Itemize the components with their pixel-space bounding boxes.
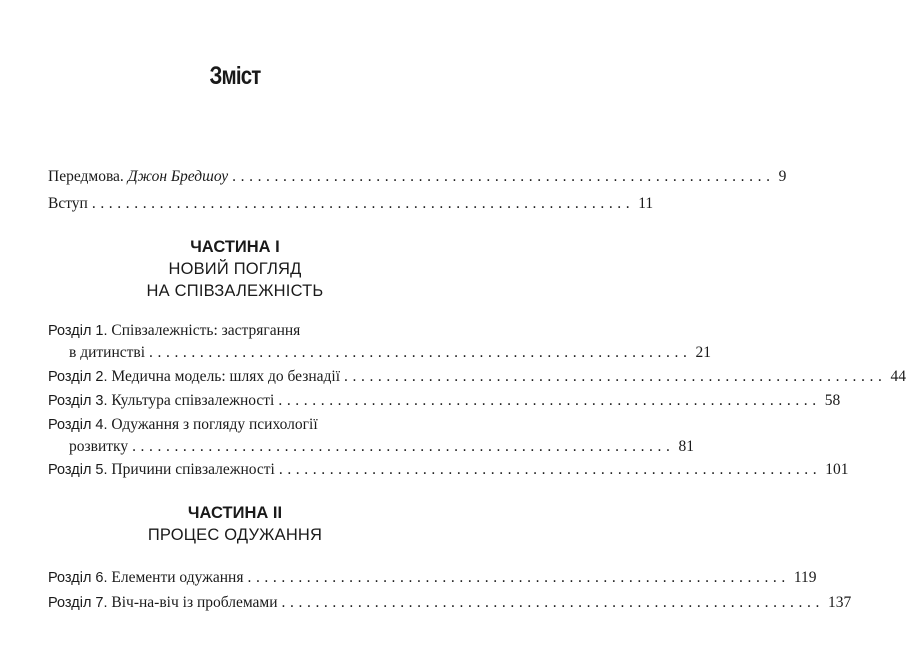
- chapter-prefix: Розділ 2.: [48, 369, 108, 385]
- toc-entry-foreword[interactable]: [48, 166, 787, 187]
- page-number: 21: [695, 344, 711, 361]
- chapter-title-line: Співзалежність: застрягання: [111, 322, 301, 339]
- dot-leader: ................................................................: [149, 344, 692, 361]
- chapter-title-line: Медична модель: шлях до безнадії: [111, 368, 341, 385]
- chapter-prefix: Розділ 3.: [48, 393, 108, 409]
- dot-leader: ................................................................: [278, 392, 821, 409]
- chapter-title-line: в дитинстві: [69, 344, 146, 361]
- part-name-line: ПРОЦЕС ОДУЖАННЯ: [147, 526, 323, 544]
- page-title: Зміст: [209, 62, 261, 90]
- entry-label: Вступ: [48, 195, 88, 212]
- dot-leader: ................................................................: [278, 461, 822, 478]
- dot-leader: ................................................................: [132, 438, 675, 455]
- chapter-title-line: Одужання з погляду психології: [111, 416, 318, 433]
- dot-leader: ................................................................: [232, 168, 775, 185]
- page-number: 101: [825, 461, 849, 478]
- chapter-prefix: Розділ 5.: [48, 462, 108, 478]
- part-heading-2: [0, 502, 470, 546]
- page-number: 11: [638, 195, 654, 212]
- toc-entry-chapter-6[interactable]: [48, 567, 817, 589]
- chapter-title-line: Культура співзалежності: [111, 392, 275, 409]
- entry-author: Джон Бредшоу: [127, 168, 229, 185]
- chapter-title-line: розвитку: [69, 438, 129, 455]
- chapter-prefix: Розділ 4.: [48, 417, 108, 433]
- page-number: 119: [793, 569, 817, 586]
- dot-leader: ................................................................: [247, 569, 790, 586]
- dot-leader: ................................................................: [344, 368, 887, 385]
- chapter-title-line: Причини співзалежності: [111, 461, 275, 478]
- part-name-line: НА СПІВЗАЛЕЖНІСТЬ: [146, 282, 324, 300]
- toc-entry-chapter-7[interactable]: [48, 592, 852, 614]
- toc-entry-chapter-4[interactable]: [48, 414, 694, 457]
- page-number: 58: [824, 392, 841, 409]
- part-number: ЧАСТИНА I: [190, 238, 280, 256]
- part-name-line: НОВИЙ ПОГЛЯД: [168, 260, 302, 278]
- chapter-prefix: Розділ 1.: [48, 323, 108, 339]
- toc-entry-chapter-5[interactable]: [48, 459, 849, 481]
- chapter-prefix: Розділ 7.: [48, 595, 108, 611]
- toc-entry-chapter-1[interactable]: [48, 320, 711, 363]
- page-number: 137: [827, 594, 852, 611]
- part-heading-1: [0, 236, 470, 302]
- dot-leader: ................................................................: [281, 594, 824, 611]
- chapter-prefix: Розділ 6.: [48, 570, 108, 586]
- page-number: 9: [778, 168, 787, 185]
- part-number: ЧАСТИНА II: [187, 504, 283, 522]
- page-number: 44: [890, 368, 906, 385]
- page-number: 81: [678, 438, 694, 455]
- entry-label: Передмова.: [48, 168, 124, 185]
- toc-entry-chapter-2[interactable]: [48, 366, 906, 388]
- chapter-title-line: Віч-на-віч із проблемами: [111, 594, 278, 611]
- dot-leader: ................................................................: [91, 195, 635, 212]
- toc-entry-intro[interactable]: [48, 193, 654, 214]
- toc-entry-chapter-3[interactable]: [48, 390, 841, 412]
- chapter-title-line: Елементи одужання: [111, 569, 244, 586]
